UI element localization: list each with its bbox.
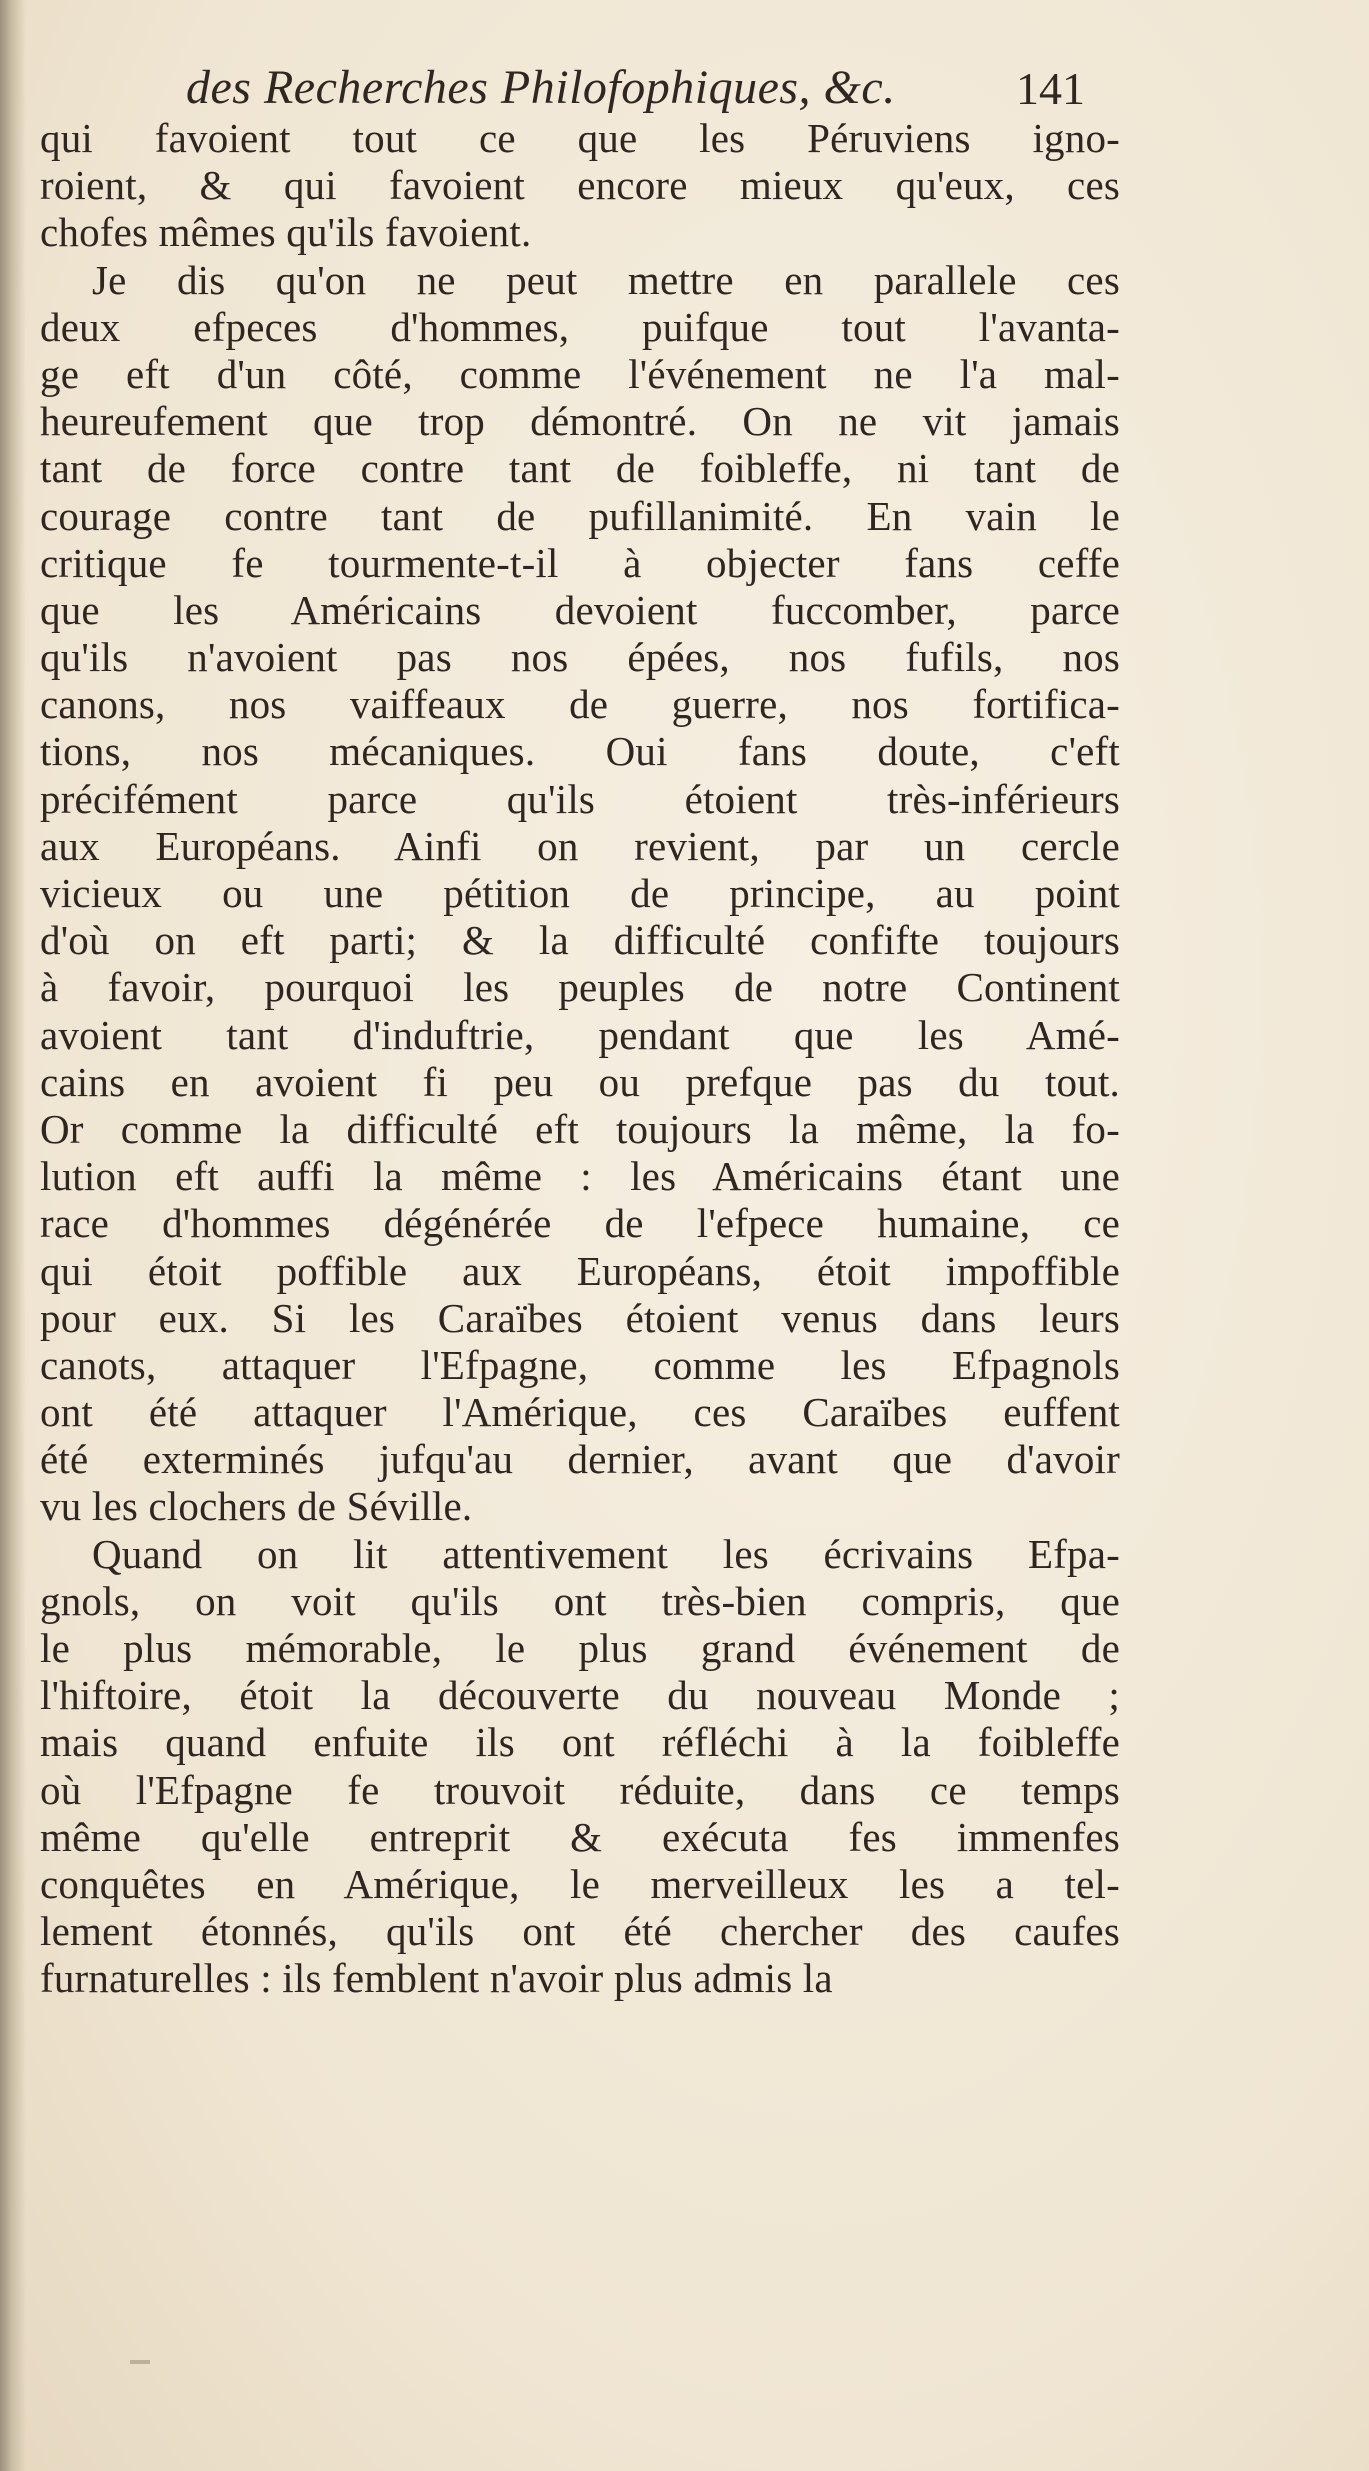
text-line: qui favoient tout ce que les Péruviens igno- (40, 115, 1120, 161)
text-line: chofes mêmes qu'ils favoient. (40, 209, 532, 256)
text-line: où l'Efpagne fe trouvoit réduite, dans ce temps (40, 1766, 1120, 1813)
text-line: heureufement que trop démontré. On ne vit jamais (40, 398, 1120, 445)
text-line: deux efpeces d'hommes, puifque tout l'avanta- (40, 303, 1120, 350)
page-number: 141 (1016, 63, 1085, 114)
page-gutter-shadow (0, 0, 26, 2471)
text-line: critique fe tourmente-t-il à objecter fans ceffe (40, 539, 1120, 586)
text-line: qu'ils n'avoient pas nos épées, nos fufils, nos (40, 634, 1120, 681)
text-line: que les Américains devoient fuccomber, parce (40, 586, 1120, 633)
text-line: vicieux ou une pétition de principe, au point (40, 870, 1120, 916)
paragraph-start-line: Je dis qu'on ne peut mettre en parallele ces (92, 256, 1120, 303)
text-line: avoient tant d'induftrie, pendant que les Amé- (40, 1011, 1120, 1058)
text-line: précifément parce qu'ils étoient très-inférieurs (40, 775, 1120, 822)
paragraph-start-line: Quand on lit attentivement les écrivains Efpa- (92, 1530, 1120, 1577)
text-line: conquêtes en Amérique, le merveilleux les a tel- (40, 1860, 1120, 1907)
text-line: lution eft auffi la même : les Américains étant une (40, 1153, 1120, 1200)
text-line: courage contre tant de pufillanimité. En vain le (40, 492, 1120, 539)
running-title: des Recherches Philofophiques, &c. (186, 61, 896, 114)
text-line: qui étoit poffible aux Européans, étoit impoffible (40, 1247, 1120, 1294)
text-line: d'où on eft parti; & la difficulté confifte toujours (40, 917, 1120, 964)
text-line: pour eux. Si les Caraïbes étoient venus dans leurs (40, 1294, 1120, 1341)
text-line: cains en avoient fi peu ou prefque pas du tout. (40, 1058, 1120, 1105)
text-line: furnaturelles : ils femblent n'avoir plus admis la (40, 1955, 833, 2002)
text-line: aux Européans. Ainfi on revient, par un cercle (40, 822, 1120, 869)
text-line: l'hiftoire, étoit la découverte du nouveau Monde ; (40, 1672, 1120, 1719)
text-line: ont été attaquer l'Amérique, ces Caraïbes euffent (40, 1389, 1120, 1436)
text-line: roient, & qui favoient encore mieux qu'eux, ces (40, 162, 1120, 209)
text-line: tions, nos mécaniques. Oui fans doute, c'eft (40, 728, 1120, 775)
text-line: race d'hommes dégénérée de l'efpece humaine, ce (40, 1200, 1120, 1247)
text-line: à favoir, pourquoi les peuples de notre Continent (40, 964, 1120, 1011)
text-line: canons, nos vaiffeaux de guerre, nos fortifica- (40, 681, 1120, 728)
text-line: lement étonnés, qu'ils ont été chercher des caufes (40, 1908, 1120, 1955)
text-line: même qu'elle entreprit & exécuta fes immenfes (40, 1813, 1120, 1860)
text-line: vu les clochers de Séville. (40, 1483, 473, 1530)
text-line: été exterminés jufqu'au dernier, avant que d'avoir (40, 1436, 1120, 1483)
text-line: ge eft d'un côté, comme l'événement ne l'a mal- (40, 350, 1120, 397)
margin-mark (130, 2360, 150, 2364)
text-line: gnols, on voit qu'ils ont très-bien compris, que (40, 1577, 1120, 1624)
text-line: le plus mémorable, le plus grand événement de (40, 1625, 1120, 1671)
text-line: canots, attaquer l'Efpagne, comme les Efpagnols (40, 1341, 1120, 1388)
text-line: mais quand enfuite ils ont réfléchi à la foibleffe (40, 1719, 1120, 1766)
text-line: Or comme la difficulté eft toujours la même, la fo- (40, 1105, 1120, 1152)
text-line: tant de force contre tant de foibleffe, ni tant de (40, 445, 1120, 492)
body-text (40, 115, 1120, 2003)
